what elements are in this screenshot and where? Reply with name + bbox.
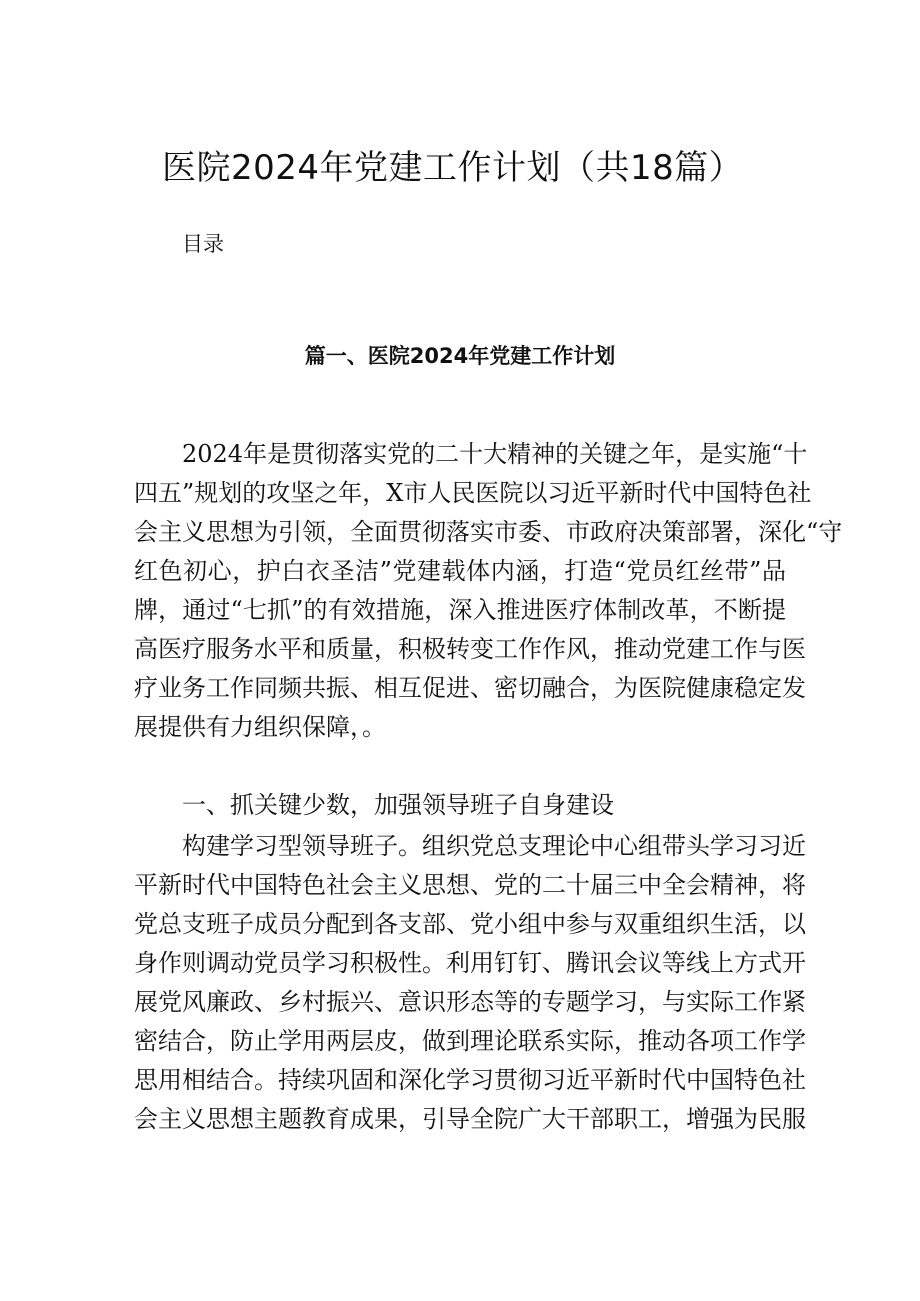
paragraph-line: 思用相结合。持续巩固和深化学习贯彻习近平新时代中国特色社 (134, 1066, 806, 1094)
document-title: 医院2024年党建工作计划（共18篇） (162, 148, 744, 188)
section-heading: 一、抓关键少数，加强领导班子自身建设 (182, 791, 614, 819)
paragraph-line: 会主义思想为引领，全面贯彻落实市委、市政府决策部署，深化“守 (134, 518, 843, 546)
paragraph-line: 党总支班子成员分配到各支部、党小组中参与双重组织生活，以 (134, 910, 806, 938)
paragraph-line: 红色初心，护白衣圣洁”党建载体内涵，打造“党员红丝带”品 (134, 557, 786, 585)
paragraph-line: 平新时代中国特色社会主义思想、党的二十届三中全会精神，将 (134, 871, 806, 899)
paragraph-line: 展党风廉政、乡村振兴、意识形态等的专题学习，与实际工作紧 (134, 988, 806, 1016)
paragraph-line: 会主义思想主题教育成果，引导全院广大干部职工，增强为民服 (134, 1105, 806, 1133)
paragraph-line: 密结合，防止学用两层皮，做到理论联系实际，推动各项工作学 (134, 1027, 806, 1055)
paragraph-1 (134, 435, 843, 747)
paragraph-line: 身作则调动党员学习积极性。利用钉钉、腾讯会议等线上方式开 (134, 949, 806, 977)
table-of-contents-label: 目录 (182, 232, 224, 256)
section-title: 篇一、医院2024年党建工作计划 (304, 344, 616, 368)
paragraph-line: 疗业务工作同频共振、相互促进、密切融合，为医院健康稳定发 (134, 674, 806, 702)
paragraph-2 (134, 827, 806, 1139)
paragraph-line: 构建学习型领导班子。组织党总支理论中心组带头学习习近 (182, 832, 806, 860)
paragraph-line: 2024年是贯彻落实党的二十大精神的关键之年，是实施“十 (182, 440, 808, 468)
paragraph-line: 牌，通过“七抓”的有效措施，深入推进医疗体制改革，不断提 (134, 596, 786, 624)
paragraph-line: 展提供有力组织保障，。 (134, 713, 386, 741)
paragraph-line: 高医疗服务水平和质量，积极转变工作作风，推动党建工作与医 (134, 635, 806, 663)
paragraph-line: 四五”规划的攻坚之年，X市人民医院以习近平新时代中国特色社 (134, 479, 812, 507)
